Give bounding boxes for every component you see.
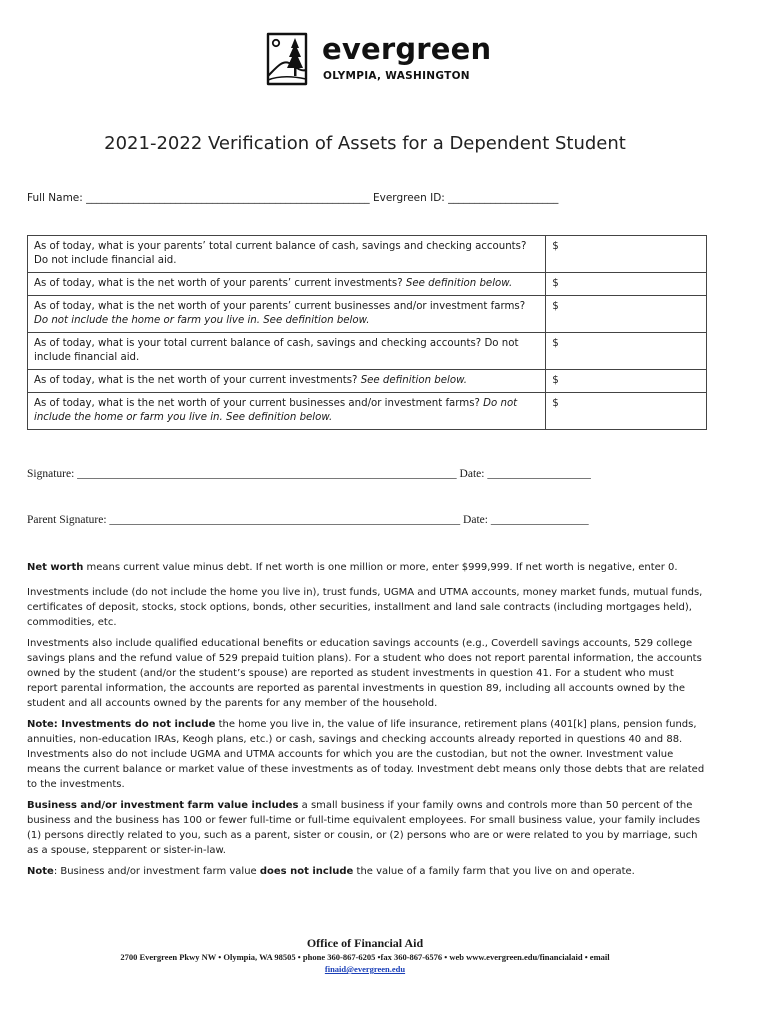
signature-field[interactable]: __________________________________________________________________ (77, 468, 457, 480)
table-row (28, 333, 707, 370)
investments-exclude-note: Note: Investments do not include the home you live in, the value of life insurance, retirement plans (401[k] plans, pension funds, annuities, non-education IRAs, Keogh plans, etc.) or cash, savings and checking accounts already reported in questions 40 and 88. Investments also do not include UGMA and UTMA accounts for which you are the custodian, but not the owner. Investment value means the current balance or market value of these investments as of today. Investment debt means only those debts that are related to the investments. (27, 719, 705, 790)
evergreen-id-field[interactable]: _____________________ (448, 192, 559, 204)
question-cell: As of today, what is the net worth of your current investments? See definition below. (28, 370, 546, 393)
answer-field[interactable]: $ (546, 370, 707, 393)
parent-signature-field[interactable]: _____________________________________________________________ (109, 514, 461, 526)
parent-signature-line (27, 514, 589, 526)
net-worth-definition: Net worth means current value minus debt. If net worth is one million or more, enter $999,999. If net worth is negative, enter 0. (27, 562, 678, 573)
table-row (28, 236, 707, 273)
name-id-line (27, 192, 558, 204)
full-name-field[interactable]: ______________________________________________________ (86, 192, 370, 204)
evergreen-tree-mountain-icon (262, 30, 312, 88)
footer-office: Office of Financial Aid (306, 936, 424, 950)
assets-table (27, 235, 707, 430)
parent-signature-label: Parent Signature: (27, 514, 107, 526)
answer-field[interactable]: $ (546, 273, 707, 296)
date-label: Date: (459, 468, 485, 480)
logo-location: OLYMPIA, WASHINGTON (323, 70, 470, 82)
table-row (28, 393, 707, 430)
question-cell: As of today, what is the net worth of your parents’ current businesses and/or investment farms? Do not include the home or farm you live in. See definition below. (28, 296, 546, 333)
definitions (27, 560, 707, 885)
signature-line (27, 468, 591, 480)
answer-field[interactable]: $ (546, 333, 707, 370)
parent-date-label: Date: (463, 514, 488, 526)
table-row (28, 296, 707, 333)
parent-date-field[interactable]: _________________ (490, 514, 589, 526)
business-exclude-note: Note: Business and/or investment farm value does not include the value of a family farm that you live on and operate. (27, 866, 635, 877)
question-cell: As of today, what is your total current balance of cash, savings and checking accounts? Do not include financial aid. (28, 333, 546, 370)
question-cell: As of today, what is your parents’ total current balance of cash, savings and checking accounts? Do not include financial aid. (28, 236, 546, 273)
answer-field[interactable]: $ (546, 236, 707, 273)
business-value-paragraph: Business and/or investment farm value includes a small business if your family owns and controls more than 50 percent of the business and the business has 100 or fewer full-time or full-time equivalent employees. For small business value, your family includes (1) persons directly related to you, such as a parent, sister or cousin, or (2) persons who are or were related to you by marriage, such as a spouse, stepparent or sister-in-law. (27, 800, 701, 856)
investments-also-paragraph: Investments also include qualified educational benefits or education savings accounts (e.g., Coverdell savings accounts, 529 college savings plans and the refund value of 529 prepaid tuition plans). For a student who does not report parental information, the accounts owned by the student (and/or the student’s spouse) are reported as student investments in question 41. For a student who must report parental information, the accounts are reported as parental investments in question 89, including all accounts owned by the student and all accounts owned by the parents for any member of the household. (27, 638, 702, 709)
evergreen-id-label: Evergreen ID: (373, 192, 445, 204)
footer-email-link[interactable]: finaid@evergreen.edu (324, 964, 406, 974)
answer-field[interactable]: $ (546, 393, 707, 430)
full-name-label: Full Name: (27, 192, 83, 204)
logo-wordmark: evergreen (322, 32, 492, 66)
date-field[interactable]: __________________ (487, 468, 591, 480)
question-cell: As of today, what is the net worth of your parents’ current investments? See definition below. (28, 273, 546, 296)
table-row (28, 370, 707, 393)
question-cell: As of today, what is the net worth of your current businesses and/or investment farms? Do not include the home or farm you live in. See definition below. (28, 393, 546, 430)
table-row (28, 273, 707, 296)
footer-address: 2700 Evergreen Pkwy NW • Olympia, WA 98505 • phone 360-867-6205 •fax 360-867-6576 • web www.evergreen.edu/financialaid • email (120, 952, 610, 962)
answer-field[interactable]: $ (546, 296, 707, 333)
signature-label: Signature: (27, 468, 75, 480)
page-title: 2021-2022 Verification of Assets for a Dependent Student (104, 133, 626, 154)
investments-include-paragraph: Investments include (do not include the home you live in), trust funds, UGMA and UTMA accounts, money market funds, mutual funds, certificates of deposit, stocks, stock options, bonds, other securities, installment and land sale contracts (including mortgages held), commodities, etc. (27, 587, 703, 628)
